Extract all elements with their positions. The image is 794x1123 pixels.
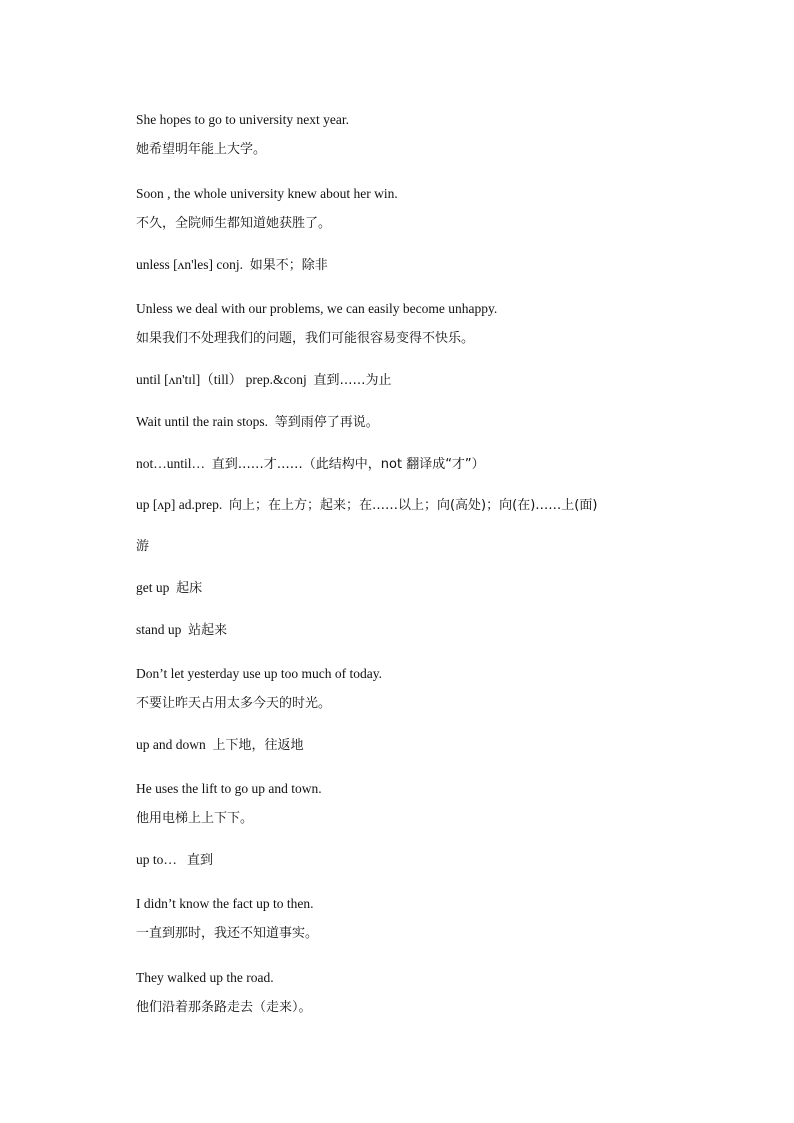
example-sentence-en [136,301,497,317]
definition: 直到 [187,853,214,868]
definition: 向上；在上方；起来；在……以上；向(高处)；向(在)……上(面) [228,498,598,513]
example-sentence-zh [136,696,331,712]
example-sentence-en [136,781,322,797]
vocab-entry-not-until [136,456,485,473]
vocab-entry-up [136,497,597,514]
example-sentence-en [136,666,382,682]
definition: 直到……才……（此结构中，not 翻译成“才”） [211,457,485,472]
vocab-entry-until [136,372,392,389]
text-en: He uses the lift to go up and town. [136,781,322,796]
phrase-up-to [136,852,213,869]
example-sentence-zh [136,142,266,158]
text-zh: 一直到那时，我还不知道事实。 [136,926,319,941]
term: get up [136,580,170,595]
text-en: Don’t let yesterday use up too much of today. [136,666,382,681]
text-en: She hopes to go to university next year. [136,112,349,127]
text-zh: 他用电梯上上下下。 [136,811,254,826]
definition: 上下地，往返地 [212,738,304,753]
text-zh: 他们沿着那条路走去（走来）。 [136,1000,312,1015]
text-en: Unless we deal with our problems, we can easily become unhappy. [136,301,498,316]
text-zh: 不要让昨天占用太多今天的时光。 [136,696,332,711]
definition: 直到……为止 [313,373,392,388]
example-sentence-zh [136,331,474,347]
example-sentence-en [136,970,274,986]
example-sentence-zh [136,926,318,942]
text-zh: 她希望明年能上大学。 [136,142,267,157]
example-sentence-en [136,186,398,202]
phrase-stand-up [136,622,227,639]
term: stand up [136,622,182,637]
example-sentence-zh [136,216,331,232]
example-sentence-pair [136,414,379,431]
definition: 站起来 [188,623,228,638]
term: up and down [136,737,206,752]
example-sentence-en [136,112,349,128]
text-en: Soon , the whole university knew about her win. [136,186,398,201]
example-sentence-en [136,896,313,912]
term: up [ʌp] ad.prep. [136,497,223,512]
text-en: They walked up the road. [136,970,274,985]
example-sentence-zh [136,811,253,827]
term: not…until… [136,456,206,471]
text-zh: 游 [136,539,150,554]
definition: 起床 [176,581,203,596]
text-zh: 不久，全院师生都知道她获胜了。 [136,216,332,231]
example-sentence-zh [136,1000,312,1016]
vocab-entry-unless [136,257,328,274]
term: up to… [136,852,177,867]
definition-continuation [136,539,149,555]
text-en: I didn’t know the fact up to then. [136,896,314,911]
text-en: Wait until the rain stops. [136,414,269,429]
term: until [ʌn'tɪl]（till） prep.&conj [136,372,307,387]
text-zh: 等到雨停了再说。 [274,415,379,430]
phrase-up-and-down [136,737,304,754]
phrase-get-up [136,580,202,597]
term: unless [ʌn'les] conj. [136,257,244,272]
definition: 如果不；除非 [249,258,328,273]
text-zh: 如果我们不处理我们的问题，我们可能很容易变得不快乐。 [136,331,475,346]
